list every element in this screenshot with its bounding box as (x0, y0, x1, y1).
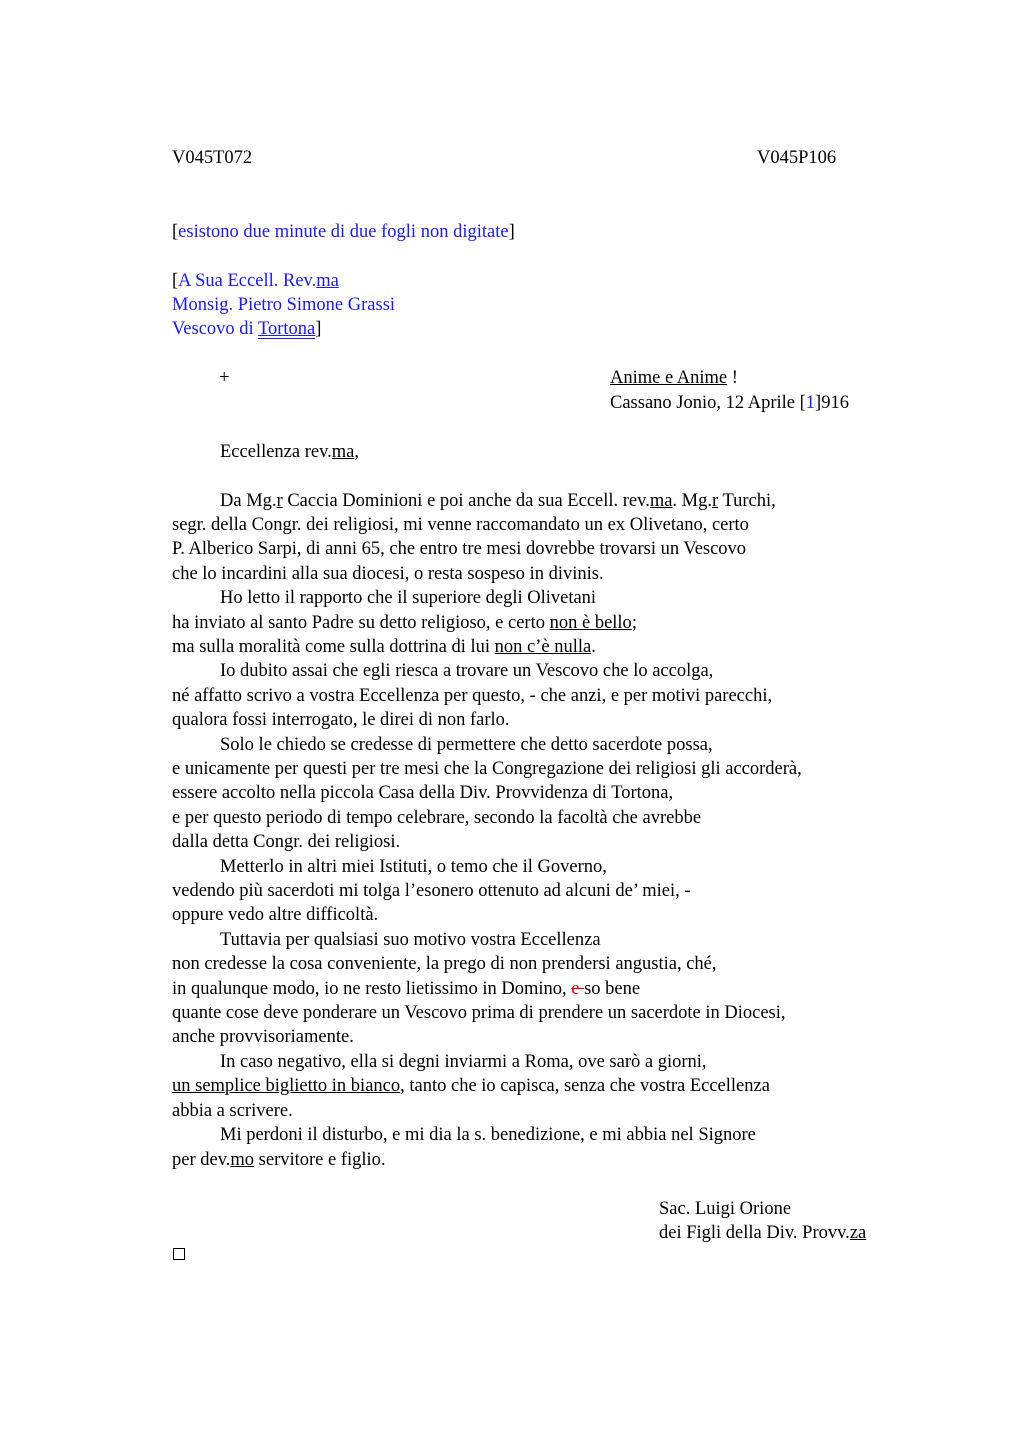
address-line-3 (172, 317, 321, 341)
address-place: Tortona (258, 319, 316, 339)
address-line-1 (172, 269, 339, 293)
body-line: essere accolto nella piccola Casa della Div. Provvidenza di Tortona, (172, 783, 674, 803)
body-line: P. Alberico Sarpi, di anni 65, che entro tre mesi dovrebbe trovarsi un Vescovo (172, 539, 747, 559)
abbr-run: r (276, 491, 283, 511)
text-run: per dev. (172, 1150, 231, 1170)
bracket-close: ] (315, 319, 322, 339)
text-run: servitore e figlio. (254, 1150, 386, 1170)
editorial-note-text: esistono due minute di due fogli non digitate (178, 222, 509, 242)
editorial-note (172, 220, 515, 244)
salutation-text: Eccellenza rev. (220, 442, 332, 462)
deleted-run: e (571, 979, 585, 999)
motto (610, 366, 738, 390)
address-title: A Sua Eccell. Rev. (178, 271, 317, 291)
emphasis-run: non è bello (549, 613, 632, 633)
abbr-run: za (849, 1223, 867, 1243)
dateline (610, 391, 849, 415)
body-line: e per questo periodo di tempo celebrare, secondo la facoltà che avrebbe (172, 808, 702, 828)
body-line: In caso negativo, ella si degni inviarmi a Roma, ove sarò a giorni, (220, 1052, 707, 1072)
body-line: oppure vedo altre difficoltà. (172, 905, 379, 925)
text-run: ha inviato al santo Padre su detto religioso, e certo (172, 613, 550, 633)
text-run: Turchi, (718, 491, 776, 511)
motto-punct: ! (727, 368, 738, 388)
body-line: Solo le chiedo se credesse di permettere che detto sacerdote possa, (220, 735, 713, 755)
bracket-close: ] (508, 222, 515, 242)
motto-text: Anime e Anime (610, 368, 728, 388)
dateline-pre: Cassano Jonio, 12 Aprile [ (610, 393, 806, 413)
text-run: . Mg. (672, 491, 712, 511)
body-line: Io dubito assai che egli riesca a trovare un Vescovo che lo accolga, (220, 661, 714, 681)
dateline-post: ]916 (815, 393, 849, 413)
bracket-open: [ (172, 271, 179, 291)
body-line: né affatto scrivo a vostra Eccellenza per questo, - che anzi, e per motivi parecchi, (172, 686, 773, 706)
end-of-document-box-icon (173, 1248, 185, 1260)
body-line: segr. della Congr. dei religiosi, mi venne raccomandato un ex Olivetano, certo (172, 515, 749, 535)
text-run: Da Mg. (220, 491, 277, 511)
body-line: Mi perdoni il disturbo, e mi dia la s. benedizione, e mi abbia nel Signore (220, 1125, 756, 1145)
address-role: Vescovo di (172, 319, 258, 339)
document-code-left: V045T072 (172, 148, 253, 168)
body-line: Tuttavia per qualsiasi suo motivo vostra Eccellenza (220, 930, 601, 950)
text-run: in qualunque modo, io ne resto lietissimo in Domino, (172, 979, 572, 999)
text-run: so bene (584, 979, 641, 999)
emphasis-run: non c’è nulla (494, 637, 592, 657)
dateline-digit: 1 (805, 393, 816, 413)
body-line (220, 489, 776, 513)
body-line (172, 635, 596, 659)
text-run: dei Figli della Div. Provv. (659, 1223, 850, 1243)
abbr-run: mo (230, 1150, 255, 1170)
document-code-right: V045P106 (757, 148, 837, 168)
abbr-run: ma (649, 491, 673, 511)
body-line (172, 977, 640, 1001)
body-line: abbia a scrivere. (172, 1101, 293, 1121)
body-line: Metterlo in altri miei Istituti, o temo che il Governo, (220, 857, 607, 877)
salutation (220, 440, 359, 464)
text-run: , tanto che io capisca, senza che vostra Eccellenza (400, 1076, 770, 1096)
body-line: che lo incardini alla sua diocesi, o resta sospeso in divinis. (172, 564, 604, 584)
abbr-run: r (712, 491, 719, 511)
body-line: anche provvisoriamente. (172, 1027, 354, 1047)
body-line: Ho letto il rapporto che il superiore degli Olivetani (220, 588, 597, 608)
body-line (172, 611, 637, 635)
signature-name: Sac. Luigi Orione (659, 1199, 792, 1219)
body-line: e unicamente per questi per tre mesi che la Congregazione dei religiosi gli accorderà, (172, 759, 802, 779)
bracket-open: [ (172, 222, 179, 242)
cross-symbol: + (219, 368, 230, 388)
signature-affiliation (659, 1221, 866, 1245)
text-run: ; (631, 613, 637, 633)
body-line (172, 1148, 386, 1172)
text-run: Caccia Dominioni e poi anche da sua Eccell. rev. (282, 491, 650, 511)
body-line: qualora fossi interrogato, le direi di non farlo. (172, 710, 510, 730)
body-line (172, 1074, 770, 1098)
emphasis-run: un semplice biglietto in bianco (172, 1076, 401, 1096)
address-line-2: Monsig. Pietro Simone Grassi (172, 295, 396, 315)
body-line: quante cose deve ponderare un Vescovo prima di prendere un sacerdote in Diocesi, (172, 1003, 786, 1023)
body-line: non credesse la cosa conveniente, la prego di non prendersi angustia, ché, (172, 954, 717, 974)
salutation-punct: , (354, 442, 360, 462)
body-line: dalla detta Congr. dei religiosi. (172, 832, 401, 852)
salutation-abbr: ma (331, 442, 355, 462)
body-line: vedendo più sacerdoti mi tolga l’esonero ottenuto ad alcuni de’ miei, - (172, 881, 691, 901)
text-run: . (591, 637, 596, 657)
address-title-abbr: ma (316, 271, 339, 291)
text-run: ma sulla moralità come sulla dottrina di lui (172, 637, 495, 657)
